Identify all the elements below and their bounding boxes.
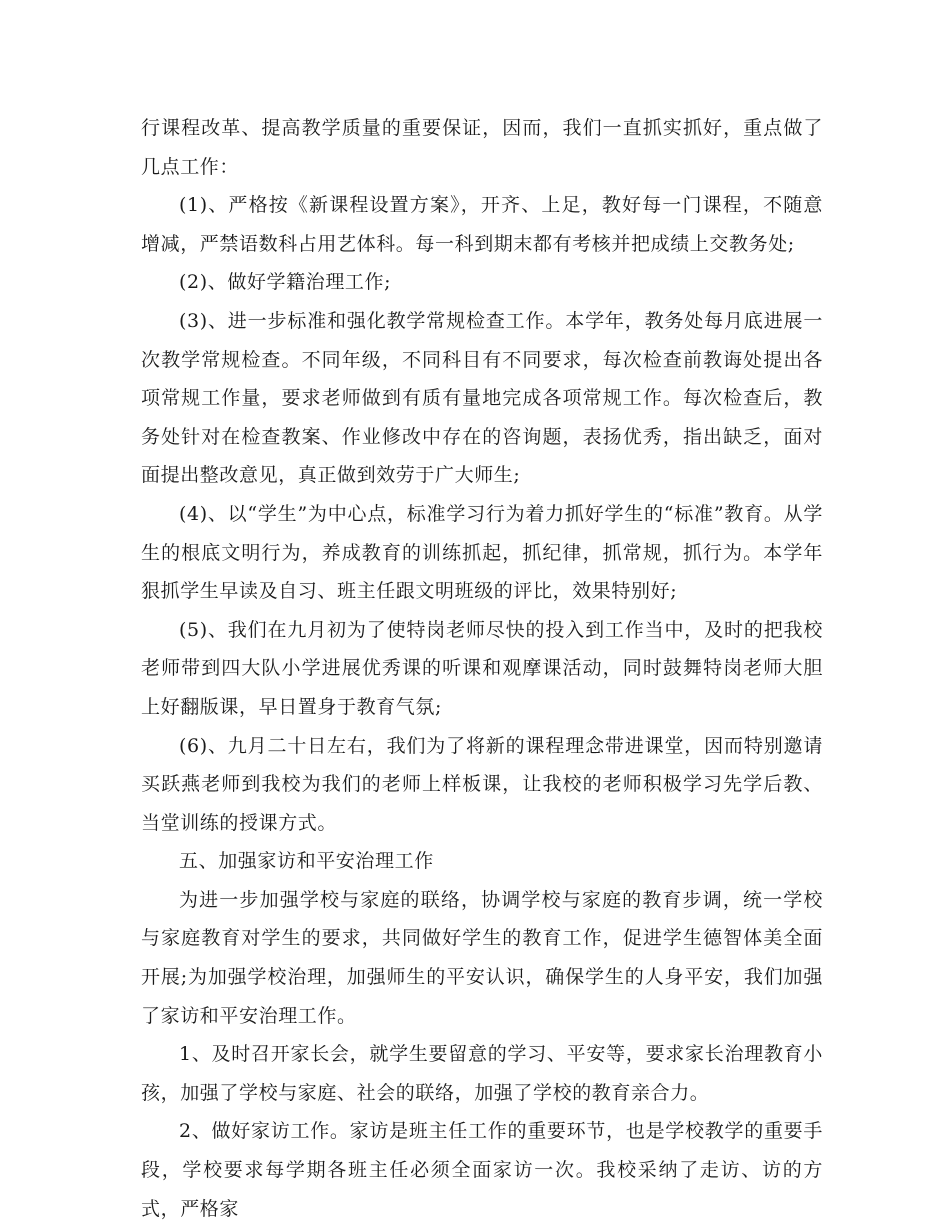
paragraph: 为进一步加强学校与家庭的联络，协调学校与家庭的教育步调，统一学校与家庭教育对学生的要求，共同做好学生的教育工作，促进学生德智体美全面开展;为加强学校治理，加强师生的平安认识，确保学生的人身平安，我们加强了家访和平安治理工作。 [141, 888, 823, 1027]
paragraph: 行课程改革、提高教学质量的重要保证，因而，我们一直抓实抓好，重点做了几点工作： [141, 117, 823, 178]
paragraph: (5)、我们在九月初为了使特岗老师尽快的投入到工作当中，及时的把我校老师带到四大队小学进展优秀课的听课和观摩课活动，同时鼓舞特岗老师大胆上好翻版课，早日置身于教育气氛; [141, 618, 823, 718]
paragraph: (4)、以“学生”为中心点，标准学习行为着力抓好学生的“标准”教育。从学生的根底文明行为，养成教育的训练抓起，抓纪律，抓常规，抓行为。本学年狠抓学生早读及自习、班主任跟文明班级的评比，效果特别好; [141, 502, 823, 603]
paragraph: (6)、九月二十日左右，我们为了将新的课程理念带进课堂，因而特别邀请买跃燕老师到我校为我们的老师上样板课，让我校的老师积极学习先学后教、当堂训练的授课方式。 [141, 734, 823, 834]
paragraph: 2、做好家访工作。家访是班主任工作的重要环节，也是学校教学的重要手段，学校要求每学期各班主任必须全面家访一次。我校采纳了走访、访的方式，严格家 [141, 1120, 823, 1220]
paragraph: (1)、严格按《新课程设置方案》，开齐、上足，教好每一门课程，不随意增减，严禁语数科占用艺体科。每一科到期末都有考核并把成绩上交教务处; [141, 194, 823, 255]
paragraph: (3)、进一步标准和强化教学常规检查工作。本学年，教务处每月底进展一次教学常规检查。不同年级，不同科目有不同要求，每次检查前教诲处提出各项常规工作量，要求老师做到有质有量地完成各项常规工作。每次检查后，教务处针对在检查教案、作业修改中存在的咨询题，表扬优秀，指出缺乏，面对面提出整改意见，真正做到效劳于广大师生; [141, 309, 823, 487]
paragraph: 1、及时召开家长会，就学生要留意的学习、平安等，要求家长治理教育小孩，加强了学校与家庭、社会的联络，加强了学校的教育亲合力。 [141, 1043, 823, 1104]
paragraph: (2)、做好学籍治理工作; [179, 271, 392, 294]
document-body [141, 109, 823, 1228]
section-heading: 五、加强家访和平安治理工作 [179, 850, 434, 873]
